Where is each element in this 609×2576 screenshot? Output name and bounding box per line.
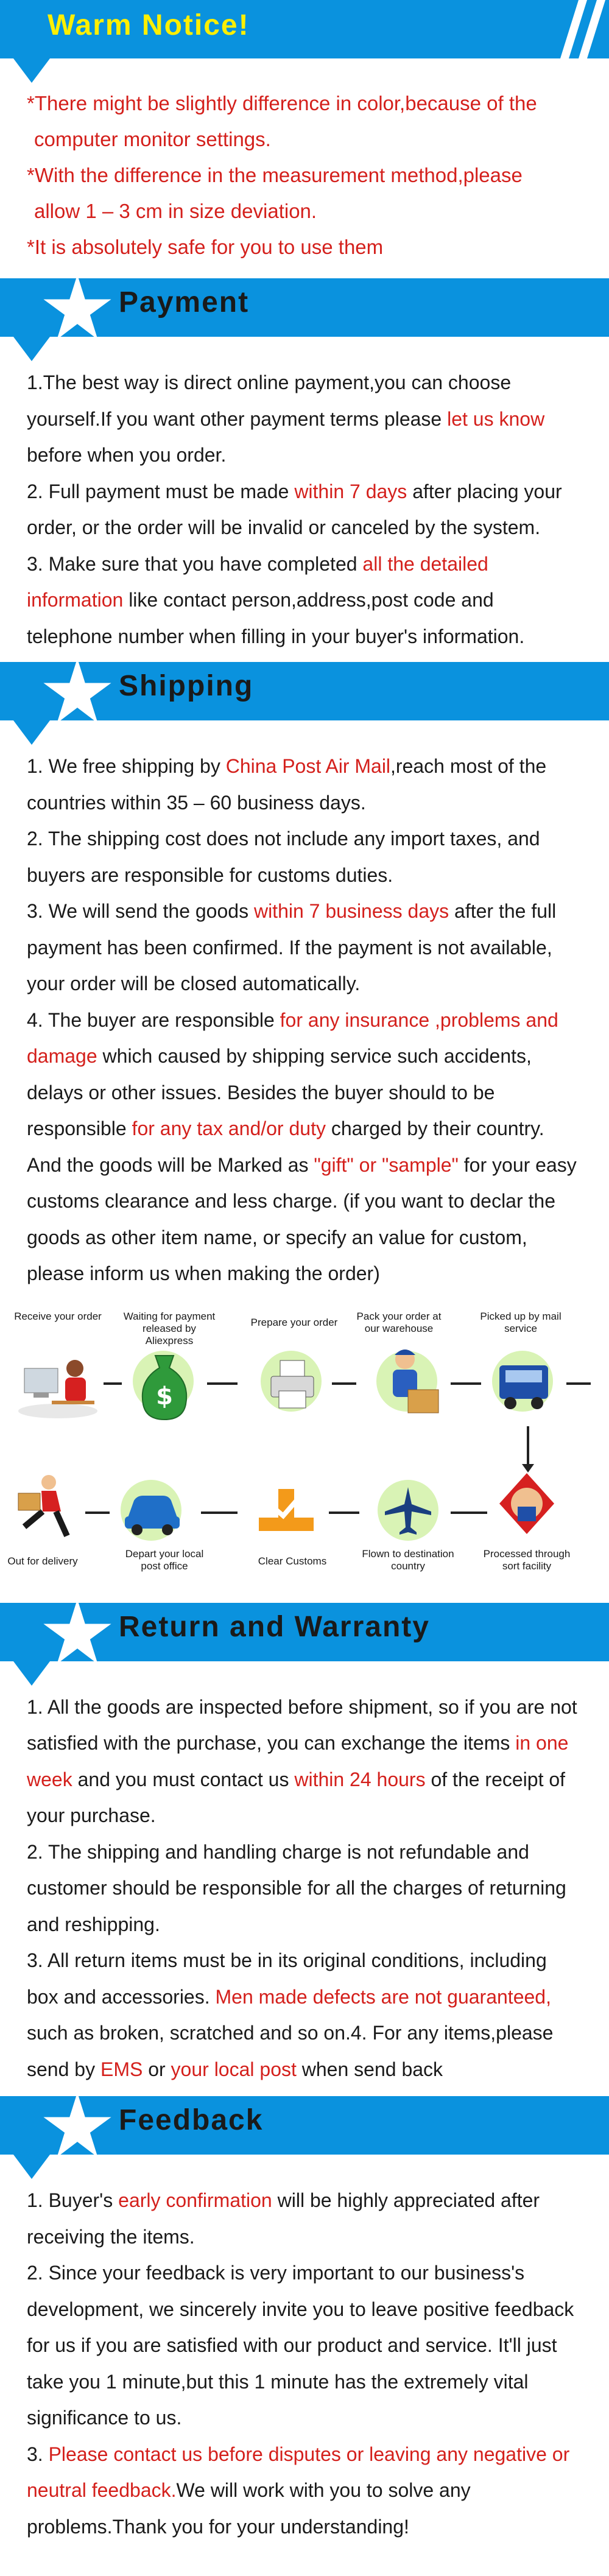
computer-user-icon — [15, 1347, 100, 1420]
customs-stamp-icon — [253, 1478, 320, 1539]
return-item-2: 2. The shipping and handling charge is not refundable and customer should be responsible for all the charges of returning and reshipping. — [27, 1840, 566, 1935]
star-icon — [41, 275, 113, 342]
warm-notice-title: Warm Notice! — [48, 9, 250, 41]
feedback-item-3: 3. Please contact us before disputes or leaving any negative or neutral feedback.We will work with you to solve any problems.Thank you for your understanding! — [27, 2443, 570, 2538]
star-icon — [41, 2092, 113, 2159]
payment-item-1: 1.The best way is direct online payment,you can choose yourself.If you want other payment terms please let us know before when you order. — [27, 371, 545, 466]
sort-facility-icon — [493, 1470, 560, 1537]
return-warranty-title: Return and Warranty — [119, 1610, 430, 1643]
warehouse-worker-icon — [371, 1344, 445, 1423]
payment-item-3: 3. Make sure that you have completed all the detailed information like contact person,address,post code and telephone number when filling in your buyer's information. — [27, 552, 525, 647]
return-item-1: 1. All the goods are inspected before shipment, so if you are not satisfied with the purchase, you can exchange the items in one week and you must contact us within 24 hours of the receipt of your purchase. — [27, 1695, 577, 1826]
step-receive-label: Receive your order — [14, 1310, 102, 1322]
money-bag-icon — [134, 1343, 195, 1423]
step-prepare-label: Prepare your order — [250, 1316, 338, 1328]
star-icon — [41, 658, 113, 725]
notice-line: *It is absolutely safe for you to use them — [27, 236, 384, 258]
printer-icon — [262, 1353, 323, 1414]
step-waiting-label: Waiting for payment released by Aliexpress — [123, 1310, 216, 1346]
step-delivery-label: Out for delivery — [7, 1555, 78, 1567]
delivery-runner-icon — [6, 1469, 79, 1542]
truck-icon — [487, 1347, 560, 1420]
feedback-banner — [0, 2096, 609, 2155]
shipping-item-2: 2. The shipping cost does not include any import taxes, and buyers are responsible for customs duties. — [27, 828, 540, 886]
notice-line: allow 1 – 3 cm in size deviation. — [34, 200, 317, 222]
feedback-title: Feedback — [119, 2104, 264, 2136]
step-sort-label: Processed through sort facility — [483, 1547, 571, 1572]
feedback-text — [0, 2155, 609, 2545]
step-customs-label: Clear Customs — [258, 1555, 327, 1567]
feedback-item-1: 1. Buyer's early confirmation will be highly appreciated after receiving the items. — [27, 2189, 540, 2248]
shipping-item-4: 4. The buyer are responsible for any insurance ,problems and damage which caused by shipping service such accidents, delays or other issues. Besides the buyer should to be responsible for any tax and/or duty charged by their country. And the goods will be Marked as "gift" or "sample" for your easy customs clearance and less charge. (if you want to declar the goods as other item name, or specify an value for custom, please inform us when making the order) — [27, 1008, 577, 1284]
payment-title: Payment — [119, 286, 250, 318]
feedback-item-2: 2. Since your feedback is very important to our business's development, we sincerely invite you to leave positive feedback for us if you are satisfied with our product and service. It'll just take you 1 minute,but this 1 minute has the extremely vital significance to us. — [27, 2262, 574, 2429]
shipping-item-3: 3. We will send the goods within 7 business days after the full payment has been confirmed. If the payment is not available, your order will be closed automatically. — [27, 900, 557, 994]
svg-text:$: $ — [156, 1382, 173, 1410]
car-icon — [119, 1481, 186, 1542]
payment-text — [0, 337, 609, 655]
warm-notice-banner — [0, 0, 609, 58]
airplane-icon — [378, 1480, 438, 1541]
shipping-banner — [0, 662, 609, 720]
shipping-title: Shipping — [119, 670, 254, 702]
shipping-process-diagram — [6, 1311, 603, 1603]
step-flown-label: Flown to destination country — [362, 1547, 454, 1572]
star-icon — [41, 1599, 113, 1666]
return-item-3: 3. All return items must be in its original conditions, including box and accessories. Men made defects are not guaranteed, such as broken, scratched and so on.4. For any items,please send by EMS or your local post when send back — [27, 1949, 554, 2080]
notice-line: *With the difference in the measurement method,please — [27, 164, 523, 186]
return-warranty-banner — [0, 1603, 609, 1661]
step-pack-label: Pack your order at our warehouse — [356, 1310, 442, 1334]
shipping-item-1: 1. We free shipping by China Post Air Mail,reach most of the countries within 35 – 60 business days. — [27, 755, 547, 814]
step-depart-label: Depart your local post office — [125, 1547, 204, 1572]
shipping-text — [0, 720, 609, 1292]
warm-notice-list — [0, 58, 609, 265]
step-picked-label: Picked up by mail service — [480, 1310, 561, 1334]
return-warranty-text — [0, 1661, 609, 2088]
stripes-decoration — [524, 0, 609, 58]
notice-line: *There might be slightly difference in color,because of the — [27, 92, 537, 114]
payment-banner — [0, 278, 609, 337]
notice-line: computer monitor settings. — [34, 128, 271, 150]
payment-item-2: 2. Full payment must be made within 7 days after placing your order, or the order will be invalid or canceled by the system. — [27, 480, 562, 538]
